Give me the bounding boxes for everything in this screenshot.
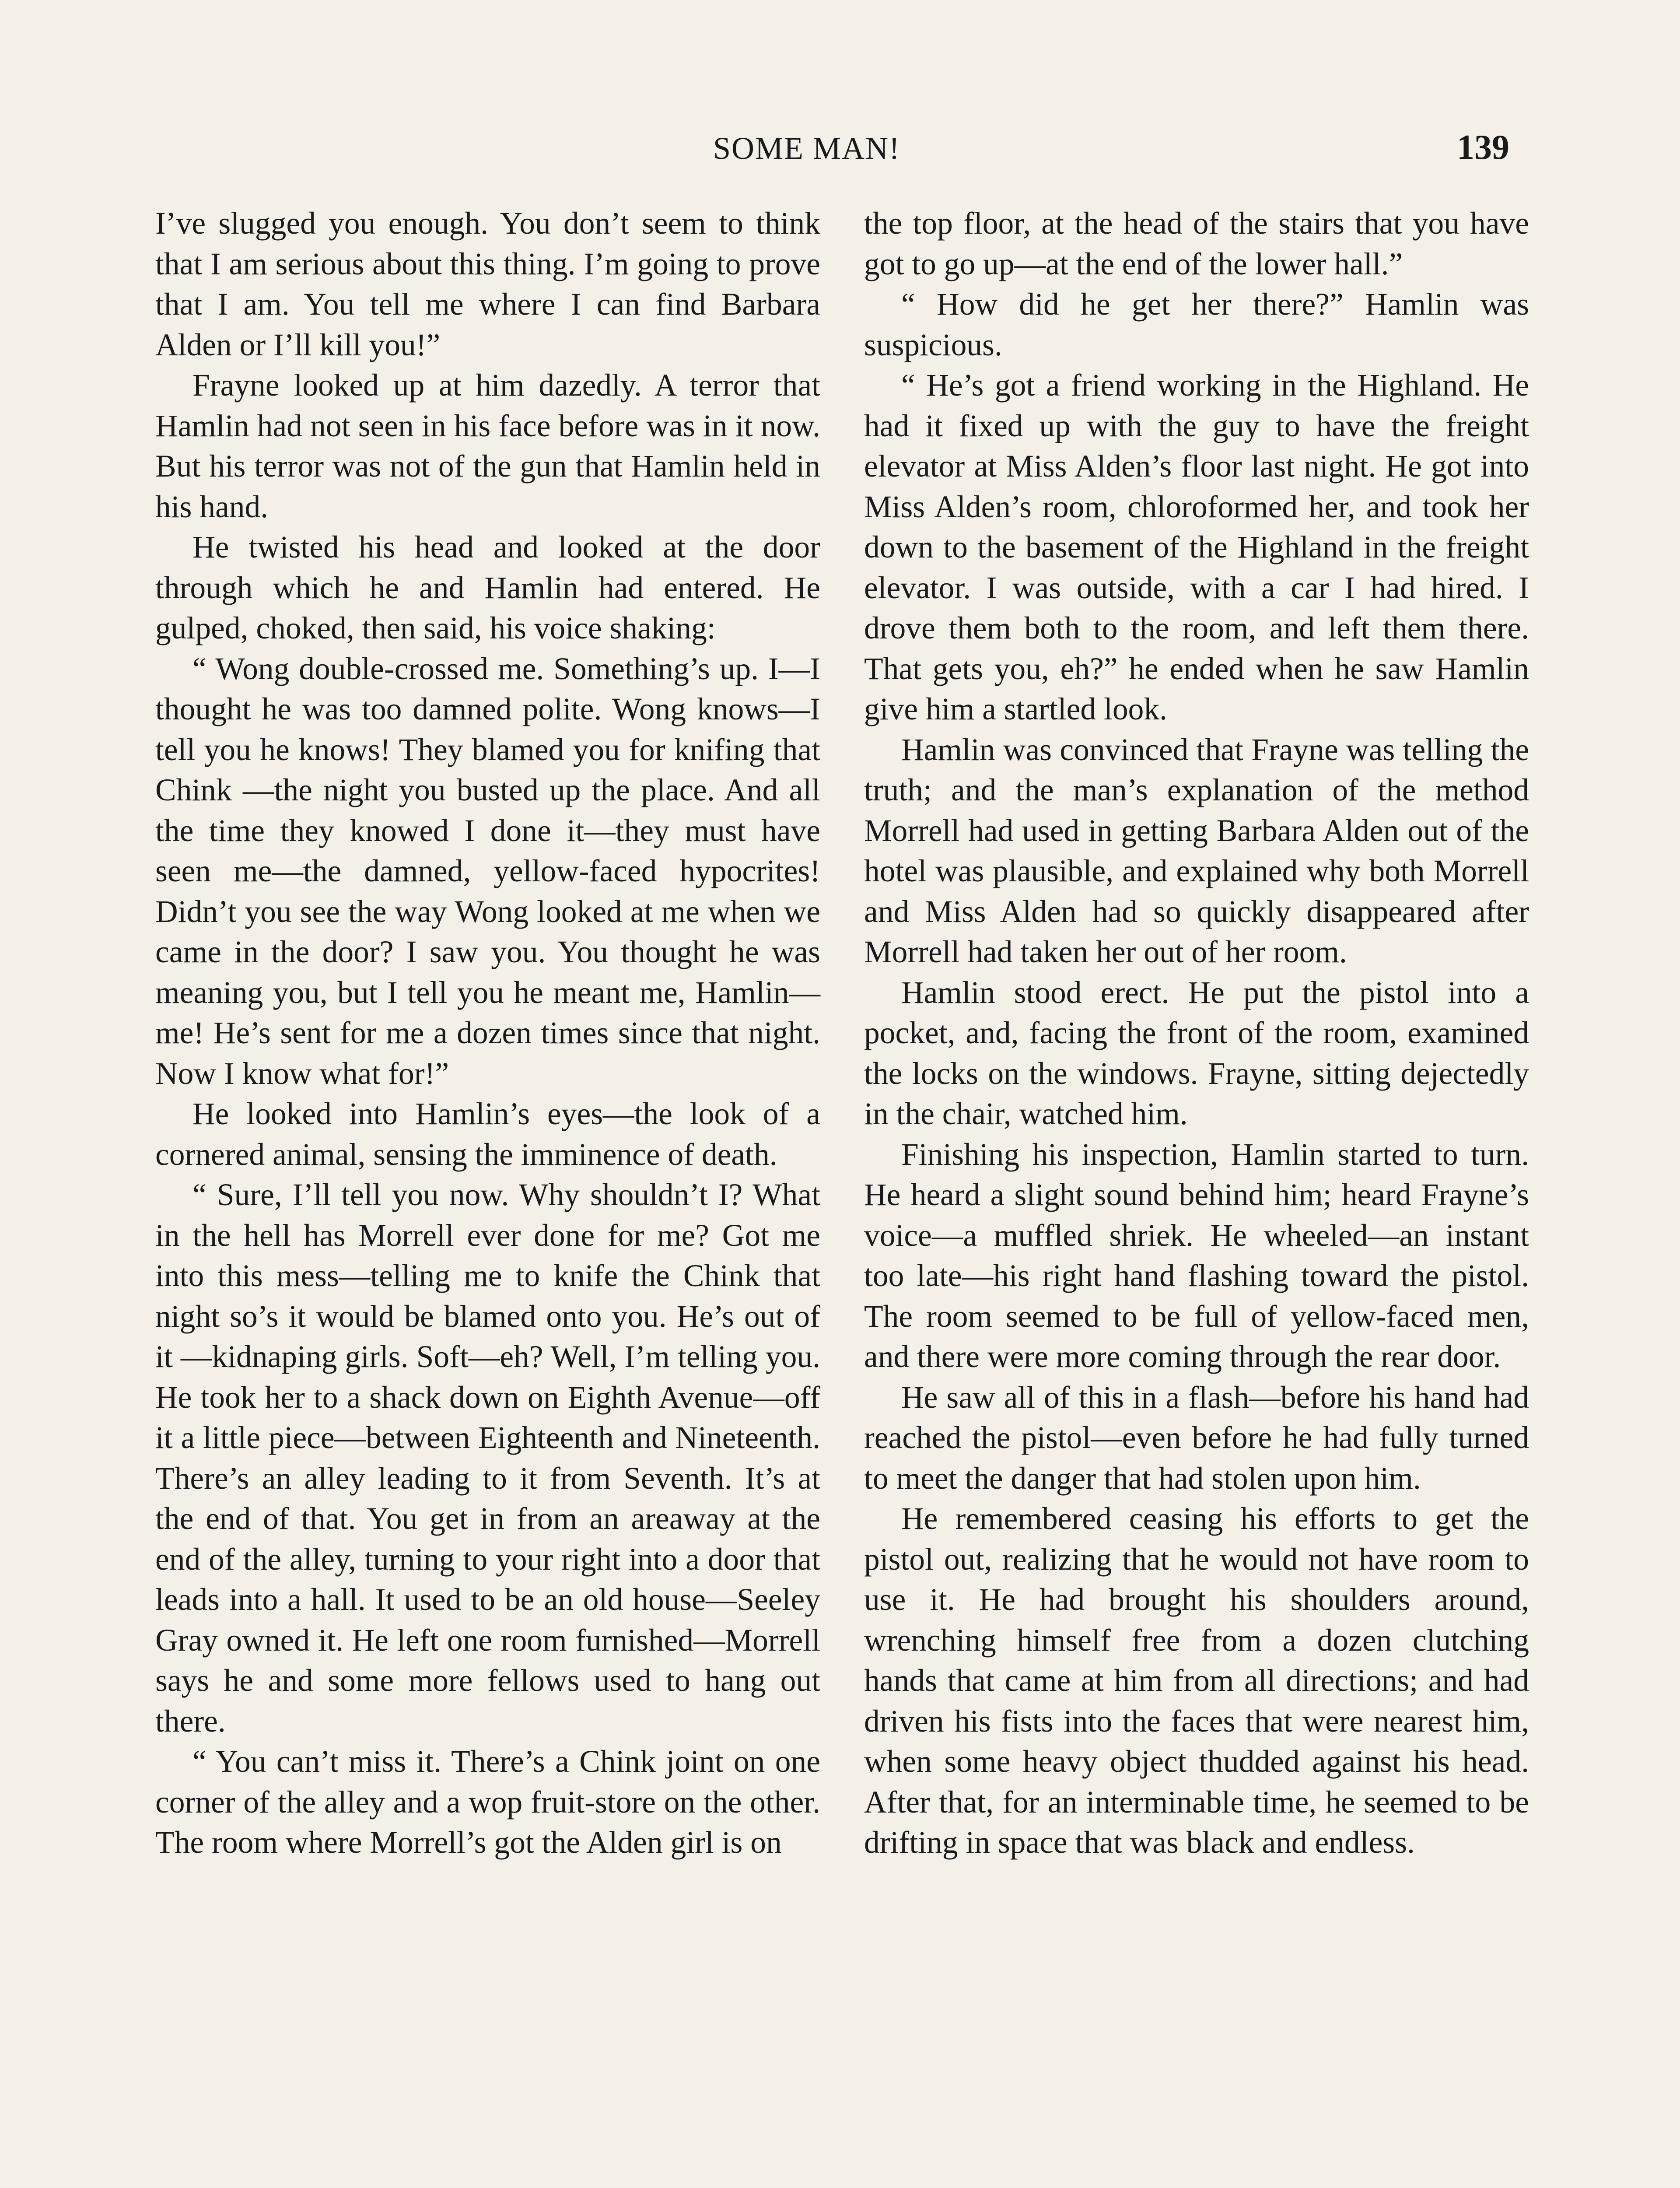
paragraph: “ How did he get her there?” Hamlin was suspicious. <box>864 287 1529 362</box>
paragraph: He saw all of this in a flash—before his hand had reached the pistol—even before he had fully turned to meet the danger that had stolen upon him. <box>864 1380 1529 1496</box>
paragraph: He remembered ceasing his efforts to get the pistol out, realizing that he would not have room to use it. He had brought his shoulders around, wrenching himself free from a dozen clutching hands that came at him from all directions; and had driven his fists into the faces that were nearest him, when some heavy object thudded against his head. After that, for an interminable time, he seemed to be drifting in space that was black and endless. <box>864 1501 1529 1860</box>
paragraph: “ He’s got a friend working in the Highland. He had it fixed up with the guy to have the freight elevator at Miss Alden’s floor last night. He got into Miss Alden’s room, chloroformed her, and took her down to the basement of the Highland in the freight elevator. I was outside, with a car I had hired. I drove them both to the room, and left them there. That gets you, eh?” he ended when he saw Hamlin give him a startled look. <box>864 368 1529 726</box>
right-text-column <box>864 203 1529 1863</box>
paragraph: “ Sure, I’ll tell you now. Why shouldn’t I? What in the hell has Morrell ever done for me? Got me into this mess—telling me to knife the Chink that night so’s it would be blamed onto you. He’s out of it —kidnaping girls. Soft—eh? Well, I’m telling you. He took her to a shack down on Eighth Avenue—off it a little piece—between Eighteenth and Nineteenth. There’s an alley leading to it from Seventh. It’s at the end of that. You get in from an areaway at the end of the alley, turning to your right into a door that leads into a hall. It used to be an old house—Seeley Gray owned it. He left one room furnished—Morrell says he and some more fellows used to hang out there. <box>155 1178 820 1739</box>
page-number: 139 <box>1457 128 1509 167</box>
paragraph: “ You can’t miss it. There’s a Chink joint on one corner of the alley and a wop fruit-store on the other. The room where Morrell’s got the Alden girl is on <box>155 1744 820 1860</box>
paragraph: Frayne looked up at him dazedly. A terror that Hamlin had not seen in his face before was in it now. But his terror was not of the gun that Hamlin held in his hand. <box>155 368 820 524</box>
paragraph: He looked into Hamlin’s eyes—the look of a cornered animal, sensing the imminence of death. <box>155 1097 820 1172</box>
paragraph: the top floor, at the head of the stairs that you have got to go up—at the end of the lower hall.” <box>864 206 1529 281</box>
paragraph: “ Wong double-crossed me. Something’s up. I—I thought he was too damned polite. Wong knows—I tell you he knows! They blamed you for knifing that Chink —the night you busted up the place. And all the time they knowed I done it—they must have seen me—the damned, yellow-faced hypocrites! Didn’t you see the way Wong looked at me when we came in the door? I saw you. You thought he was meaning you, but I tell you he meant me, Hamlin—me! He’s sent for me a dozen times since that night. Now I know what for!” <box>155 651 820 1091</box>
paragraph: He twisted his head and looked at the door through which he and Hamlin had entered. He gulped, choked, then said, his voice shaking: <box>155 530 820 645</box>
running-title: SOME MAN! <box>713 131 901 166</box>
paragraph: Hamlin stood erect. He put the pistol into a pocket, and, facing the front of the room, examined the locks on the windows. Frayne, sitting dejectedly in the chair, watched him. <box>864 975 1529 1131</box>
left-text-column <box>155 203 820 1863</box>
paragraph: Hamlin was convinced that Frayne was telling the truth; and the man’s explanation of the method Morrell had used in getting Barbara Alden out of the hotel was plausible, and explained why both Morrell and Miss Alden had so quickly disappeared after Morrell had taken her out of her room. <box>864 732 1529 969</box>
page-header <box>0 127 1680 179</box>
paragraph: Finishing his inspection, Hamlin started to turn. He heard a slight sound behind him; heard Frayne’s voice—a muffled shriek. He wheeled—an instant too late—his right hand flashing toward the pistol. The room seemed to be full of yellow-faced men, and there were more coming through the rear door. <box>864 1137 1529 1374</box>
paragraph: I’ve slugged you enough. You don’t seem to think that I am serious about this thing. I’m going to prove that I am. You tell me where I can find Barbara Alden or I’ll kill you!” <box>155 206 820 362</box>
